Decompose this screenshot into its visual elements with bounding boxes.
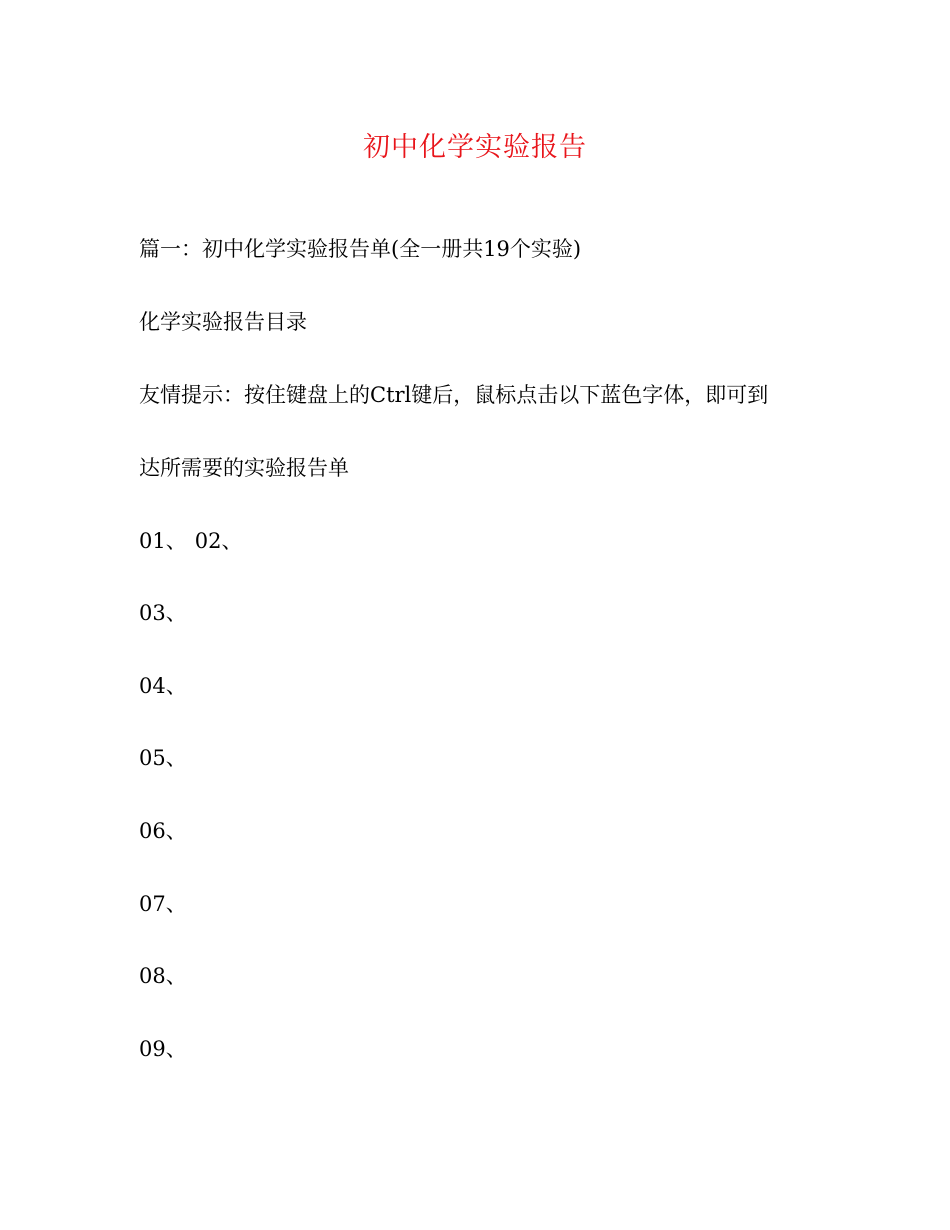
toc-item-06[interactable]: 06、 xyxy=(139,819,187,843)
toc-item-02[interactable]: 02、 xyxy=(194,529,243,553)
toc-item-01[interactable]: 01、 xyxy=(139,529,187,553)
toc-item-04[interactable]: 04、 xyxy=(139,674,187,698)
toc-item-07[interactable]: 07、 xyxy=(139,892,187,916)
section-heading: 篇一：初中化学实验报告单(全一册共19个实验) xyxy=(139,237,582,261)
document-title: 初中化学实验报告 xyxy=(363,132,587,163)
tip-line-2: 达所需要的实验报告单 xyxy=(139,456,349,480)
toc-title: 化学实验报告目录 xyxy=(139,310,307,334)
toc-item-05[interactable]: 05、 xyxy=(139,746,187,770)
toc-row-01-02 xyxy=(139,526,242,556)
toc-item-08[interactable]: 08、 xyxy=(139,964,187,988)
tip-line-1: 友情提示：按住键盘上的Ctrl键后，鼠标点击以下蓝色字体，即可到 xyxy=(139,383,769,407)
toc-item-09[interactable]: 09、 xyxy=(139,1037,187,1061)
toc-item-03[interactable]: 03、 xyxy=(139,601,187,625)
